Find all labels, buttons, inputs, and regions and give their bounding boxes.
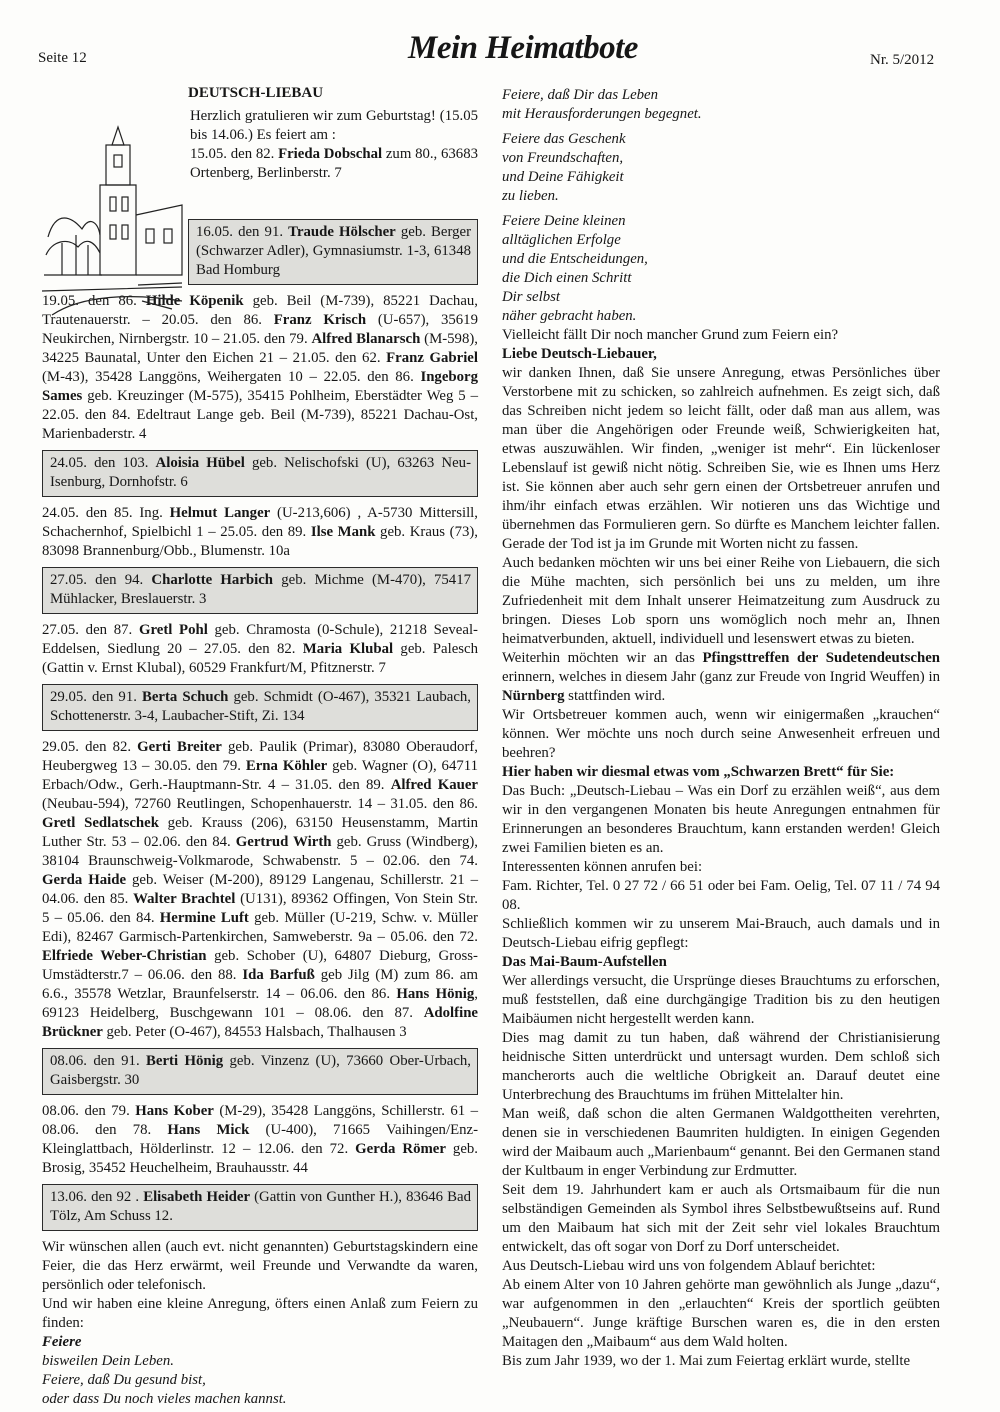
entry-name: Berta Schuch xyxy=(141,689,229,705)
entry-text: geb. Palesch (Gattin v. Ernst Klubal), 60529 Frankfurt/M, Pfitznerstr. 7 xyxy=(42,641,478,676)
poem-start xyxy=(42,1333,478,1409)
entry-name: Franz Krisch xyxy=(273,312,367,328)
visit-paragraph: Wir Ortsbetreuer kommen auch, wenn wir einigermaßen „krauchen“ können. Wer möchte uns noch durch seine Anwesenheit erfreuen und beehren? xyxy=(502,707,940,761)
entry-text: geb. Michme (M-470), 75417 Mühlacker, Breslauerstr. 3 xyxy=(50,572,471,607)
entry-name: Gerda Römer xyxy=(355,1141,446,1157)
entry-text: 24.05. den 85. Ing. xyxy=(42,505,170,521)
entry-text: geb. Krauss (206), 63150 Heusenstamm, Martin Luther Str. 53 – 02.06. den 84. xyxy=(42,815,478,850)
intro-block xyxy=(42,107,478,319)
entry-name: Frieda Dobschal xyxy=(278,146,383,162)
entry-name: Elisabeth Heider xyxy=(143,1189,251,1205)
entry-name: Ida Barfuß xyxy=(242,967,315,983)
intro-greeting: Herzlich gratulieren wir zum Geburtstag! (15.05 bis 14.06.) Es feiert am : xyxy=(190,108,478,143)
entry-name: Pfingsttreffen der Sudetendeutschen xyxy=(702,650,941,666)
entry-text: (U-657), 35619 Neukirchen, Nirnbergstr. 10 – 21.05. den 79. xyxy=(42,312,478,347)
birthday-paragraph xyxy=(42,1102,478,1178)
entry-text: 24.05. den 103. xyxy=(50,455,156,471)
entry-details: zum 80., 63683 Ortenberg, Berlinberstr. 7 xyxy=(190,146,478,181)
issue-number: Nr. 5/2012 xyxy=(870,52,935,68)
entry-text: stattfinden wird. xyxy=(564,688,666,704)
birthday-paragraph xyxy=(42,504,478,561)
entry-text: (M-29), 35428 Langgöns, Schillerstr. 61 – 08.06. den 78. xyxy=(42,1103,479,1138)
thanks-paragraph: Auch bedanken möchten wir uns bei einer Reihe von Liebauern, die sich die Mühe machten, sich persönlich bei uns zu melden, um ihre Zufriedenheit mit dem Inhalt unserer Heimatzeitung zum Ausdruck zu bringen. Dieses Lob sporn uns womöglich noch mehr an, Ihnen heimatverbunden, aktuell, individuell und lesenswert etwas zu bieten. xyxy=(502,555,940,647)
letter-heading: Liebe Deutsch-Liebauer, xyxy=(502,346,657,362)
poem-line: die Dich einen Schritt xyxy=(502,270,632,286)
poem-line: Feiere das Geschenk xyxy=(502,131,626,147)
meeting-paragraph xyxy=(502,649,940,706)
entry-text: (Gattin von Gunther H.), 83646 Bad Tölz, Am Schuss 12. xyxy=(50,1189,471,1224)
entry-name: Maria Klubal xyxy=(302,641,394,657)
entry-text: 27.05. den 87. xyxy=(42,622,139,638)
entry-text: 13.06. den 92 . xyxy=(50,1189,144,1205)
entry-text: (Neubau-594), 72760 Reutlingen, Schopenhauerstr. 14 – 31.05. den 86. xyxy=(42,796,478,812)
entry-date: 16.05. den 91. xyxy=(196,224,289,240)
entry-name: Elfriede Weber-Christian xyxy=(42,948,207,964)
board-heading: Hier haben wir diesmal etwas vom „Schwarzen Brett“ für Sie: xyxy=(502,764,895,780)
poem-line: oder dass Du noch vieles machen kannst. xyxy=(42,1391,287,1407)
poem-line: Feiere Deine kleinen xyxy=(502,213,626,229)
entry-text: erinnern, welches in diesem Jahr (ganz zur Freude von Ingrid Weuffen) in xyxy=(502,669,940,685)
entry-text: Weiterhin möchten wir an das xyxy=(502,650,703,666)
highlight-box xyxy=(42,567,478,614)
entry-text: 29.05. den 82. xyxy=(42,739,138,755)
maypole-paragraph: Ab einem Alter von 10 Jahren gehörte man gewöhnlich als Junge „dazu“, war aufgenommen in den „erlauchten“ Kreis der sportlich geübten „Neubauern“. Junge kräftige Burschen waren es, die in den ersten Maitagen den „Maibaum“ aus dem Wald holten. xyxy=(502,1277,940,1350)
entry-text: geb. Kreuzinger (M-575), 35415 Pohlheim, Eberstädter Weg 5 – 22.05. den 84. Edeltraut Lange geb. Beil (M-739), 85221 Dachau-Ost, Marienbaderstr. 4 xyxy=(42,388,478,442)
poem-line: bisweilen Dein Leben. xyxy=(42,1353,174,1369)
entry-text: 29.05. den 91. xyxy=(50,689,142,705)
letter-paragraph: wir danken Ihnen, daß Sie unsere Anregung, etwas Persönliches über Verstorbene mit zu schicken, so zahlreich aufnehmen. Es zeigt sich, daß das Schreiben nicht jedem so leicht fällt, oder daß man aus allem, was man über die Angehörigen oder Freunde weiß, Schwierigkeiten hat, etwas auszuwählen. Wir finden, „weniger ist mehr“. Ein lückenloser Lebenslauf ist gewiß nicht nötig. Schreiben Sie, wie es Ihnen ums Herz ist. Sie können aber auch sehr gern einen der Ortsbetreuer anrufen und ihm/ihr einfach etwas erzählen. Wir notieren uns das Wichtige und übernehmen das Formulieren gern. So dürfte es Manchem leichter fallen. Gerade der Tod ist ja im Grunde mit Worten nicht zu fassen. xyxy=(502,365,940,552)
poem-continuation xyxy=(502,86,940,326)
maypole-paragraph: Seit dem 19. Jahrhundert kam er auch als Ortsmaibaum für die nun selbständigen Gemeinden als Symbol ihres Selbstbewußtseins auf. Rund um den Maibaum hat sich mit der Zeit sehr viel lokales Brauchtum entwickelt, das oft sogar von Dorf zu Dorf unterscheidet. xyxy=(502,1182,940,1255)
entry-name: Aloisia Hübel xyxy=(155,455,245,471)
entry-name: Gretl Pohl xyxy=(138,622,208,638)
poem-line: Feiere, daß Dir das Leben xyxy=(502,87,659,103)
entry-name: Traude Hölscher xyxy=(288,224,396,240)
entry-details: geb. Berger (Schwarzer Adler), Gymnasiumstr. 1-3, 61348 Bad Homburg xyxy=(196,224,472,278)
may-custom-intro: Schließlich kommen wir zu unserem Mai-Brauch, auch damals und in Deutsch-Liebau eifrig gepflegt: xyxy=(502,916,940,951)
entry-text: geb. Weiser (M-200), 89129 Langenau, Schillerstr. 21 – 04.06. den 85. xyxy=(42,872,478,907)
birthday-paragraph xyxy=(42,738,478,1042)
entry-name: Nürnberg xyxy=(502,688,565,704)
birthday-paragraph xyxy=(42,621,478,678)
entry-name: Gretl Sedlatschek xyxy=(42,815,159,831)
entry-date: 15.05. den 82. xyxy=(190,146,279,162)
entry-text: geb. Müller (U-219, Schw. v. Müller Edi), 82467 Garmisch-Partenkirchen, Samweberstr. 9a – 05.06. den 72. xyxy=(42,910,478,945)
left-column xyxy=(42,84,478,1409)
entry-name: Hans Kober xyxy=(135,1103,214,1119)
highlight-box xyxy=(42,450,478,497)
entry-name: Gerda Haide xyxy=(42,872,127,888)
entry-name: Hilde Köpenik xyxy=(145,293,244,309)
entry-name: Alfred Kauer xyxy=(390,777,478,793)
poem-line: mit Herausforderungen begegnet. xyxy=(502,106,702,122)
entry-text: geb. Vinzenz (U), 73660 Ober-Urbach, Gaisbergstr. 30 xyxy=(50,1053,472,1088)
entry-name: Erna Köhler xyxy=(245,758,328,774)
highlight-box xyxy=(42,684,478,731)
entry-name: Charlotte Harbich xyxy=(151,572,274,588)
entry-name: Franz Gabriel xyxy=(386,350,478,366)
poem-line: näher gebracht haben. xyxy=(502,308,637,324)
entry-text: 19.05. den 86. xyxy=(42,293,146,309)
highlight-box xyxy=(188,219,478,285)
contact-intro: Interessenten können anrufen bei: xyxy=(502,859,703,875)
entry-name: Hermine Luft xyxy=(159,910,249,926)
highlight-box xyxy=(42,1048,478,1095)
entry-name: Alfred Blanarsch xyxy=(311,331,421,347)
entry-text: (U131), 89362 Offingen, Von Stein Str. 5 – 05.06. den 84. xyxy=(42,891,478,926)
entry-text: geb. Nelischofski (U), 63263 Neu-Isenburg, Dornhofstr. 6 xyxy=(50,455,471,490)
entry-text: geb. Schmidt (O-467), 35321 Laubach, Schottenerstr. 3-4, Laubacher-Stift, Zi. 134 xyxy=(50,689,471,724)
entry-text: geb Jilg (M) zum 86. am 6.6., 35578 Wetzlar, Braunfelserstr. 14 – 06.06. den 86. xyxy=(42,967,478,1002)
entry-text: geb. Gruss (Windberg), 38104 Braunschweig-Volkmarode, Schwabenstr. 5 – 02.06. den 74. xyxy=(42,834,478,869)
entry-text: 08.06. den 79. xyxy=(42,1103,136,1119)
entry-name: Ilse Mank xyxy=(310,524,376,540)
maypole-paragraph: Man weiß, daß schon die alten Germanen Waldgottheiten verehrten, denen sie in verschiedenen Baumriten huldigten. In einigen Gegenden wird der Maibaum auch „Marienbaum“ genannt. Bei den Germanen stand der Kultbaum in enger Verbindung zur Erdmutter. xyxy=(502,1106,940,1179)
maypole-paragraph: Bis zum Jahr 1939, wo der 1. Mai zum Feiertag erklärt wurde, stellte xyxy=(502,1353,911,1369)
section-heading: DEUTSCH-LIEBAU xyxy=(188,85,324,101)
entry-text: (U-213,606) , A-5730 Mittersill, Schachernhof, Spielbichl 1 – 25.05. den 89. xyxy=(42,505,478,540)
church-sketch-illustration xyxy=(42,125,186,321)
maypole-heading: Das Mai-Baum-Aufstellen xyxy=(502,954,667,970)
entry-text: geb. Paulik (Primar), 83080 Oberaudorf, Heubergweg 13 – 30.05. den 79. xyxy=(42,739,478,774)
poem-line: Feiere, daß Du gesund bist, xyxy=(42,1372,206,1388)
entry-text: geb. Beil (M-739), 85221 Dachau, Trautenauerstr. – 20.05. den 86. xyxy=(42,293,478,328)
entry-text: geb. Chramosta (0-Schule), 21218 Seveal-Eddelsen, Siedlung 20 – 27.05. den 82. xyxy=(42,622,478,657)
entry-text: (M-598), 34225 Baunatal, Unter den Eichen 21 – 21.05. den 62. xyxy=(42,331,478,366)
poem-line: zu lieben. xyxy=(502,188,559,204)
reason-line: Vielleicht fällt Dir noch mancher Grund zum Feiern ein? xyxy=(502,327,839,343)
poem-line: und Deine Fähigkeit xyxy=(502,169,624,185)
highlight-box xyxy=(42,1184,478,1231)
book-paragraph: Das Buch: „Deutsch-Liebau – Was ein Dorf zu erzählen weiß“, aus dem wir in den vergangenen Monaten bis heute Anregungen entnahmen für Erinnerungen an besonderes Brauchtum, kann erstanden werden! Gleich zwei Familien bieten es an. xyxy=(502,783,940,856)
entry-text: geb. Brosig, 35452 Heuchelheim, Brauhausstr. 44 xyxy=(42,1141,479,1176)
entry-name: Hans Mick xyxy=(167,1122,250,1138)
poem-line: alltäglichen Erfolge xyxy=(502,232,621,248)
entry-name: Ingeborg Sames xyxy=(42,369,478,404)
entry-text: geb. Wagner (O), 64711 Erbach/Odw., Gerh.-Hauptmann-Str. 4 – 31.05. den 89. xyxy=(42,758,479,793)
maypole-paragraph: Dies mag damit zu tun haben, daß während der Christianisierung heidnische Sitten unterdrückt und untersagt wurden. Dem schloß sich mancherorts auch die weltliche Obrigkeit an. Darauf deutet eine Unterbrechung des Brauchtums im frühen Mittelalter hin. xyxy=(502,1030,940,1103)
masthead-title: Mein Heimatbote xyxy=(408,30,638,66)
poem-title: Feiere xyxy=(42,1334,82,1350)
suggestion-paragraph: Und wir haben eine kleine Anregung, öfters einen Anlaß zum Feiern zu finden: xyxy=(42,1296,478,1331)
wishes-paragraph: Wir wünschen allen (auch evt. nicht genannten) Geburtstagskindern eine Feier, die das Herz erwärmt, weil Freunde und Verwandte da waren, persönlich oder telefonisch. xyxy=(42,1239,478,1293)
entry-name: Gertrud Wirth xyxy=(235,834,332,850)
entry-text: geb. Kraus (73), 83098 Brannenburg/Obb., Blumenstr. 10a xyxy=(42,524,478,559)
poem-line: von Freundschaften, xyxy=(502,150,624,166)
entry-name: Adolfine Brückner xyxy=(42,1005,478,1040)
entry-text: , 69123 Heidelberg, Buschgewann 101 – 08.06. den 87. xyxy=(42,986,478,1021)
poem-line: Dir selbst xyxy=(502,289,560,305)
entry-name: Hans Hönig xyxy=(396,986,475,1002)
poem-line: und die Entscheidungen, xyxy=(502,251,648,267)
entry-name: Helmut Langer xyxy=(169,505,271,521)
entry-name: Gerti Breiter xyxy=(137,739,222,755)
entry-text: (U-400), 71665 Vaihingen/Enz-Kleinglattbach, Hölderlinstr. 12 – 12.06. den 72. xyxy=(42,1122,478,1157)
entry-text: geb. Peter (O-467), 84553 Halsbach, Thalhausen 3 xyxy=(102,1024,407,1040)
entry-name: Walter Brachtel xyxy=(133,891,236,907)
maypole-paragraph: Wer allerdings versucht, die Ursprünge dieses Brauchtums zu erforschen, muß feststellen, daß eine durchgängige Tradition bis zu den heutigen Maibäumen nicht hergestellt werden kann. xyxy=(502,973,940,1027)
page-number: Seite 12 xyxy=(38,50,87,66)
entry-text: 08.06. den 91. xyxy=(50,1053,147,1069)
right-column xyxy=(502,86,940,1371)
entry-text: geb. Schober (U), 64807 Dieburg, Gross-Umstädterstr.7 – 06.06. den 88. xyxy=(42,948,478,983)
entry-text: (M-43), 35428 Langgöns, Weihergaten 10 – 22.05. den 86. xyxy=(42,369,421,385)
intro-text xyxy=(190,107,478,183)
contact-details: Fam. Richter, Tel. 0 27 72 / 66 51 oder bei Fam. Oelig, Tel. 07 11 / 74 94 08. xyxy=(502,878,940,913)
maypole-paragraph: Aus Deutsch-Liebau wird uns von folgendem Ablauf berichtet: xyxy=(502,1258,876,1274)
entry-text: 27.05. den 94. xyxy=(50,572,152,588)
entry-name: Berti Hönig xyxy=(146,1053,224,1069)
